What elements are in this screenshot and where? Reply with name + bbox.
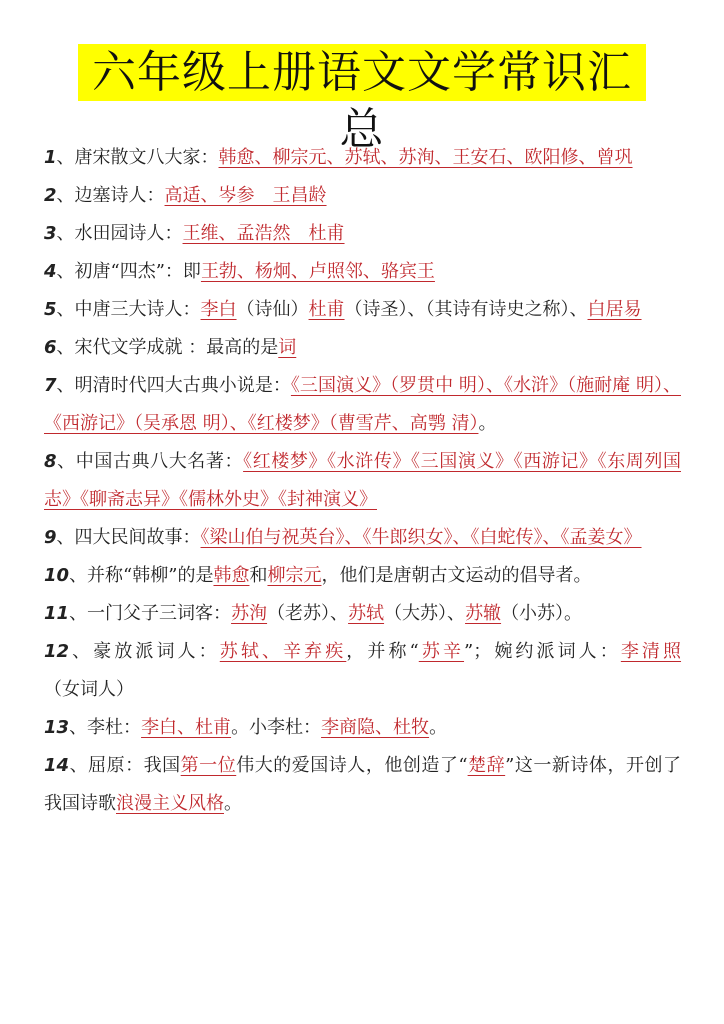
item-text: 、水田园诗人： [56,223,183,244]
item-text: 和 [249,565,268,586]
item-text: 、宋代文学成就 ：最高的是 [56,337,279,358]
item-text: 、李杜： [69,717,142,738]
answer-text: 韩愈 [213,565,250,586]
list-item [44,367,681,443]
item-number: 2 [44,185,57,206]
item-number: 4 [44,261,57,282]
literature-list [44,139,681,823]
list-item [44,215,681,253]
list-item [44,291,681,329]
answer-text: 《梁山伯与祝英台》、《牛郎织女》、《白蛇传》、《孟姜女》 [200,527,642,548]
answer-text: 王维、孟浩然 杜甫 [182,223,345,244]
item-number: 1 [44,147,57,168]
answer-text: 李白 [200,299,237,320]
item-text: （女词人） [44,679,134,700]
answer-text: 韩愈、柳宗元、苏轼、苏洵、王安石、欧阳修、曾巩 [218,147,633,168]
item-number: 5 [44,299,57,320]
page-title: 六年级上册语文文学常识汇总 [78,44,646,101]
item-number: 6 [44,337,57,358]
item-text: （老苏）、 [267,603,349,624]
list-item [44,557,681,595]
item-text: 、屈原：我国 [69,755,181,776]
item-number: 13 [44,717,70,738]
item-text: ”；婉约派词人： [464,641,621,662]
answer-text: 李清照 [620,641,682,662]
item-text: 、中国古典八大名著： [56,451,244,472]
list-item [44,595,681,633]
list-item [44,709,681,747]
answer-text: 柳宗元 [267,565,322,586]
list-item [44,139,681,177]
item-text: 、四大民间故事： [56,527,201,548]
item-text: 、初唐“四杰”：即 [56,261,201,282]
answer-text: 苏辛 [418,641,465,662]
answer-text: 杜甫 [308,299,345,320]
answer-text: 苏轼 [348,603,385,624]
item-text: 、明清时代四大古典小说是： [56,375,291,396]
list-item [44,329,681,367]
answer-text: 李商隐、杜牧 [321,717,430,738]
item-text: （小苏）。 [501,603,583,624]
item-text: 、并称“韩柳”的是 [69,565,214,586]
answer-text: 词 [278,337,297,358]
item-text: （诗圣）、（其诗有诗史之称）、 [344,299,588,320]
answer-text: 楚辞 [467,755,506,776]
list-item [44,177,681,215]
answer-text: 苏辙 [465,603,502,624]
answer-text: 苏轼、辛弃疾 [219,641,347,662]
item-text: 、边塞诗人： [56,185,165,206]
item-number: 10 [44,565,70,586]
answer-text: 白居易 [587,299,642,320]
item-text: ，他们是唐朝古文运动的倡导者。 [321,565,592,586]
answer-text: 王勃、杨炯、卢照邻、骆宾王 [200,261,435,282]
item-text: 。 [429,717,448,738]
list-item [44,519,681,557]
item-text: （大苏）、 [384,603,466,624]
item-text: 、一门父子三词客： [69,603,232,624]
item-text: 、唐宋散文八大家： [56,147,219,168]
item-number: 3 [44,223,57,244]
list-item [44,253,681,291]
answer-text: 《红楼梦》《水浒传》《三国演义》《西游记》《东周列国志》《聊斋志异》《儒林外史》《封神演义》 [44,451,681,510]
list-item [44,633,681,709]
answer-text: 李白、杜甫 [141,717,232,738]
item-text: （诗仙） [236,299,309,320]
item-text: 。 [224,793,242,814]
item-number: 7 [44,375,57,396]
list-item [44,443,681,519]
answer-text: 第一位 [180,755,237,776]
item-number: 11 [44,603,70,624]
answer-text: 浪漫主义风格 [116,793,224,814]
item-number: 12 [44,641,70,662]
item-text: 。 [478,413,497,434]
answer-text: 高适、岑参 王昌龄 [164,185,327,206]
item-text: 伟大的爱国诗人，他创造了“ [236,755,468,776]
item-number: 8 [44,451,57,472]
list-item [44,747,681,823]
item-text: ”这一新诗体，开创了我国诗歌 [44,755,681,814]
item-text: 、豪放派词人： [69,641,220,662]
item-number: 14 [44,755,70,776]
answer-text: 《三国演义》（罗贯中 明）、《水浒》（施耐庵 明）、《西游记》（吴承恩 明）、《红楼梦》（曹雪芹、高鹗 清） [44,375,681,434]
item-number: 9 [44,527,57,548]
answer-text: 苏洵 [231,603,268,624]
item-text: ，并称“ [346,641,419,662]
item-text: 、中唐三大诗人： [56,299,201,320]
item-text: 。小李杜： [231,717,322,738]
